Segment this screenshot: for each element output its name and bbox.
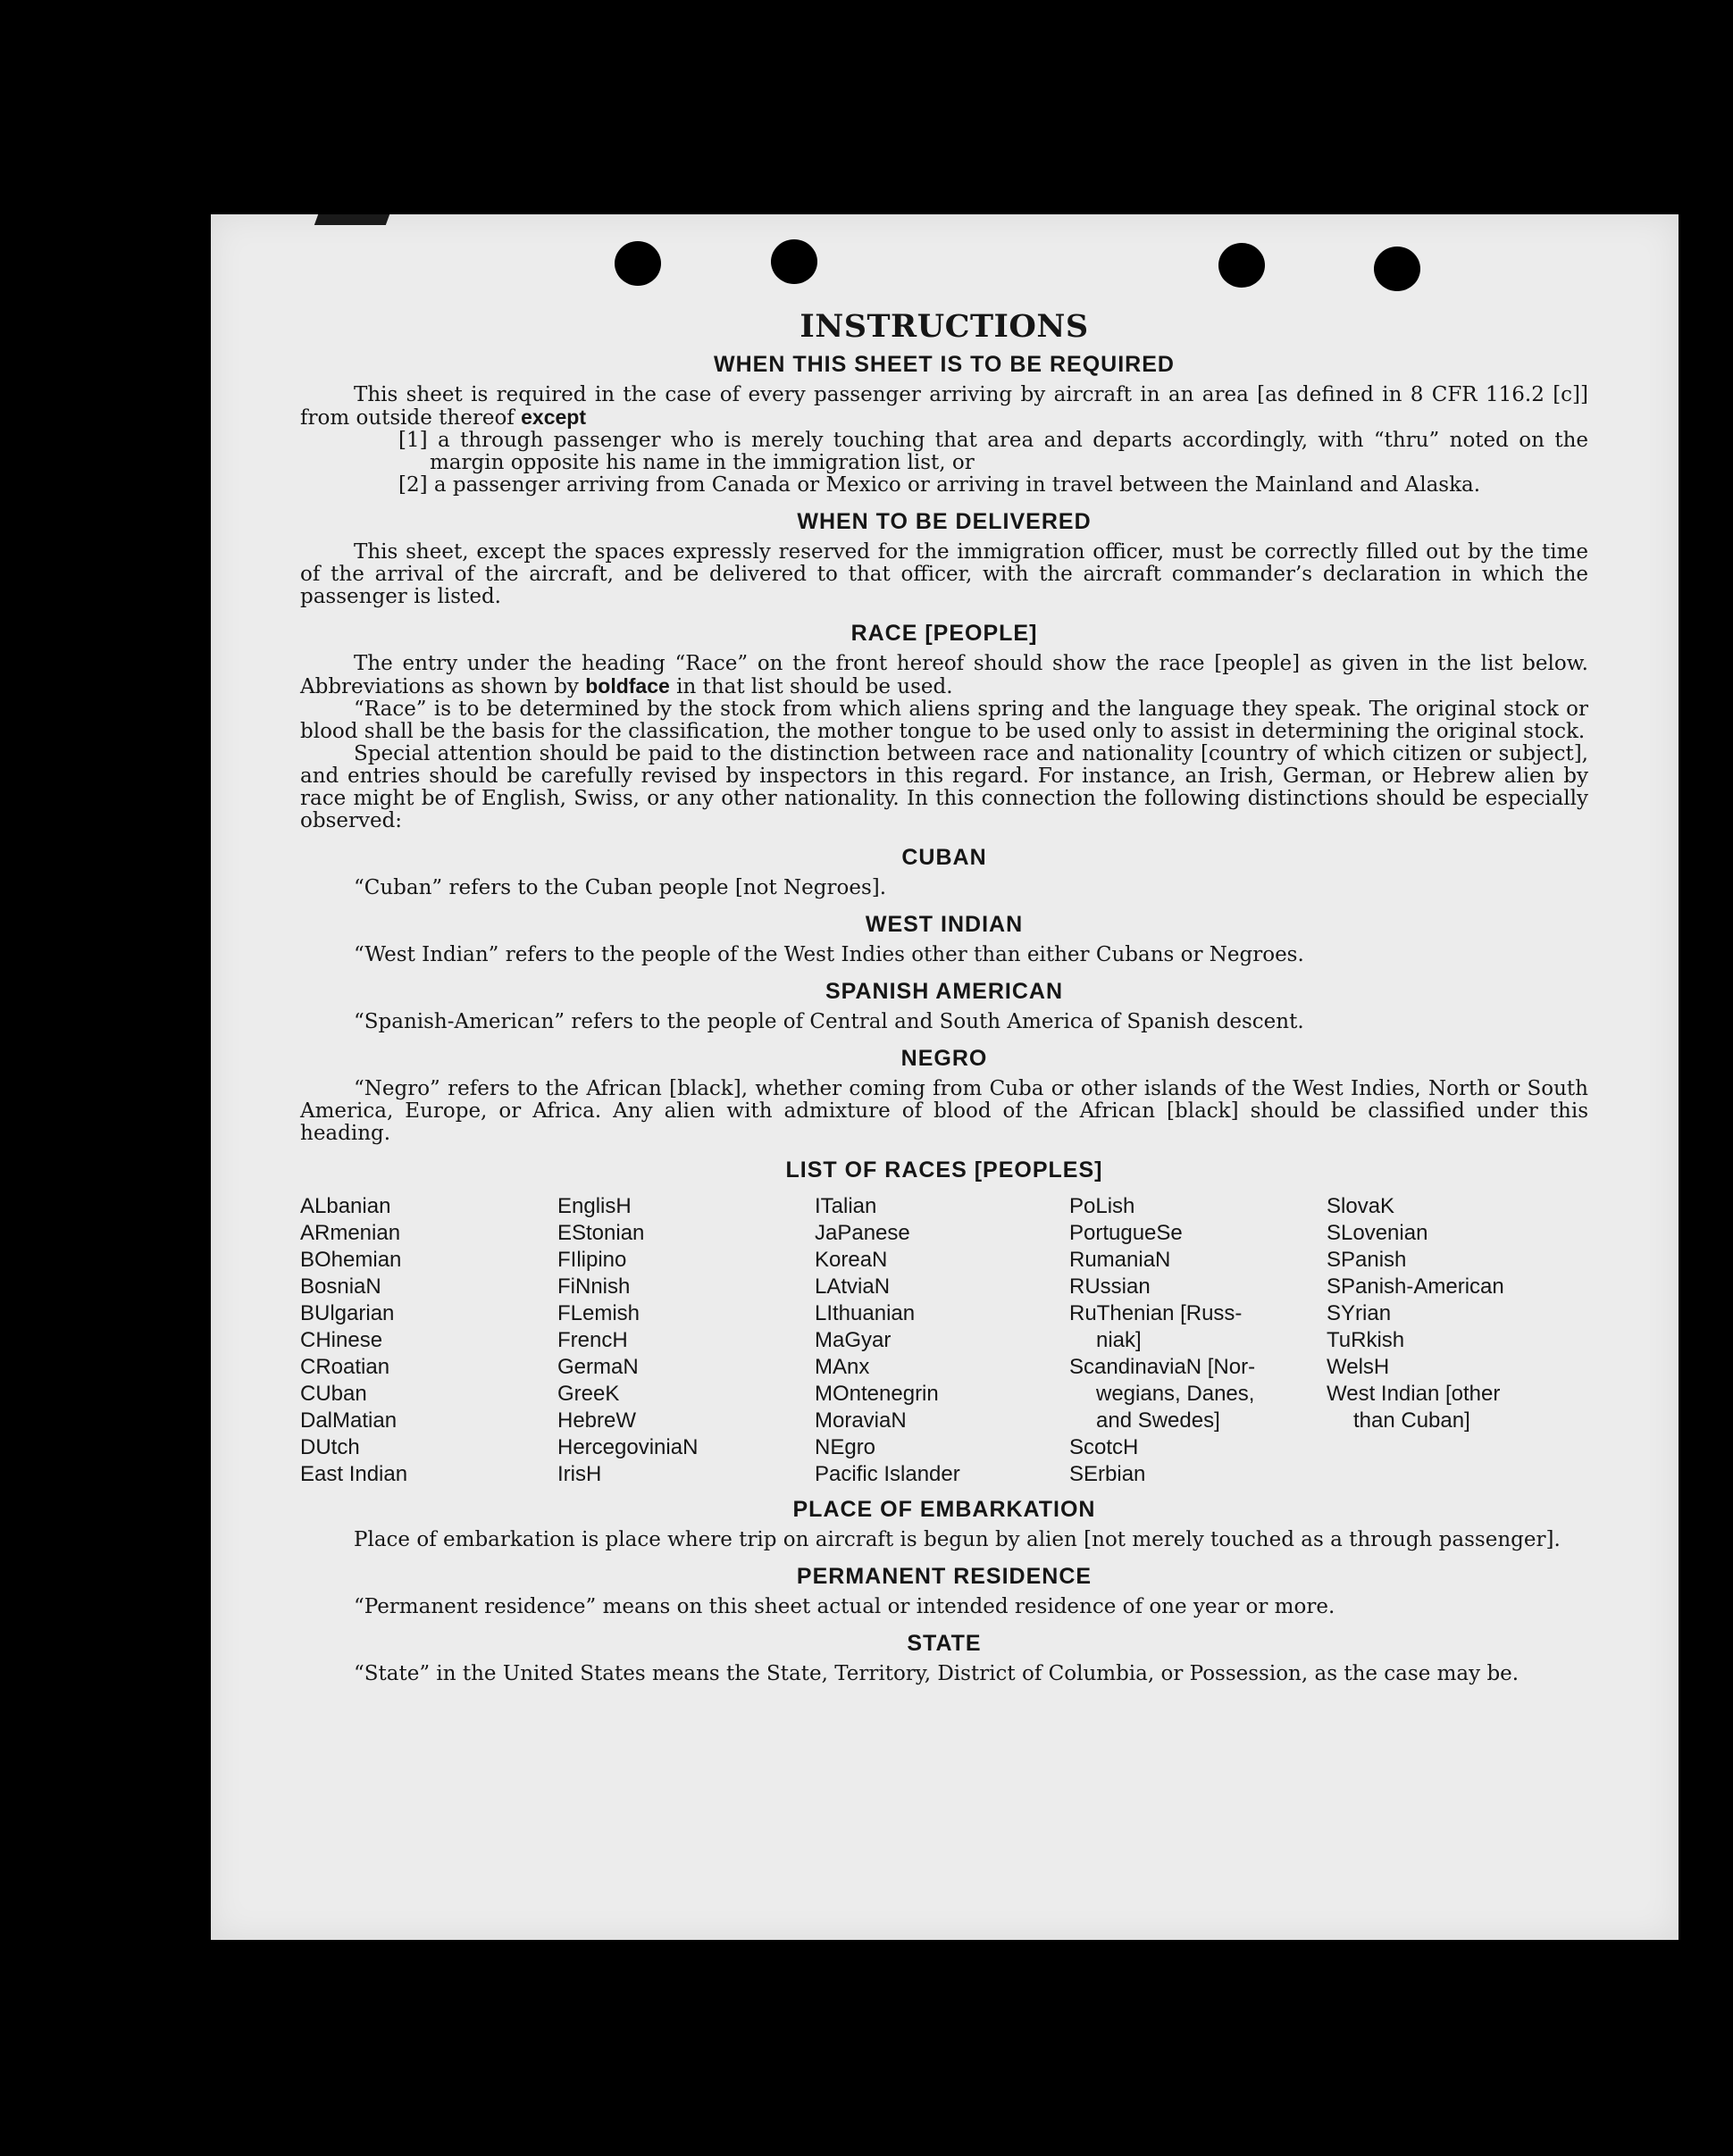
punch-hole-4	[1374, 247, 1420, 291]
race-entry: JaPanese	[815, 1221, 910, 1245]
race-paragraph-2: “Race” is to be determined by the stock from which aliens spring and the language they speak. The original stock or blood shall be the basis for the classification, the mother tongue to be used only to assist in determining the original stock.	[300, 698, 1588, 743]
race-entry: MaGyar	[815, 1328, 892, 1352]
race-entry: RumaniaN	[1069, 1248, 1171, 1272]
heading-negro: NEGRO	[900, 1046, 988, 1071]
heading-state: STATE	[907, 1631, 982, 1656]
race-entry: PoLish	[1069, 1194, 1135, 1218]
race-entry: NEgro	[815, 1435, 876, 1459]
heading-west-indian: WEST INDIAN	[865, 912, 1024, 937]
punch-hole-2	[771, 239, 817, 284]
race-entry: SlovaK	[1327, 1194, 1395, 1218]
race-entry: DUtch	[300, 1435, 360, 1459]
race-entry: SPanish-American	[1327, 1274, 1504, 1299]
races-column-1	[300, 1193, 557, 1488]
race-entry: ScotcH	[1069, 1435, 1139, 1459]
race-entry: DalMatian	[300, 1408, 398, 1433]
races-column-4	[1069, 1193, 1327, 1488]
race-entry: RUssian	[1069, 1274, 1151, 1299]
race-entry: East Indian	[300, 1462, 408, 1486]
race-entry: KoreaN	[815, 1248, 888, 1272]
cuban-text: “Cuban” refers to the Cuban people [not Negroes].	[354, 876, 887, 899]
race-entry: FLemish	[557, 1301, 640, 1325]
race-entry: FiNnish	[557, 1274, 631, 1299]
race-entry: TuRkish	[1327, 1328, 1405, 1352]
page-title: INSTRUCTIONS	[800, 308, 1089, 345]
heading-residence: PERMANENT RESIDENCE	[796, 1564, 1093, 1589]
heading-delivered: WHEN TO BE DELIVERED	[797, 509, 1092, 534]
residence-text: “Permanent residence” means on this sheet actual or intended residence of one year or more.	[354, 1595, 1335, 1618]
spanish-american-text: “Spanish-American” refers to the people of Central and South America of Spanish descent.	[354, 1010, 1304, 1033]
heading-required: WHEN THIS SHEET IS TO BE REQUIRED	[714, 352, 1175, 377]
race-entry: and Swedes]	[1096, 1408, 1220, 1433]
race-entry: SErbian	[1069, 1462, 1146, 1486]
race-entry: BosniaN	[300, 1274, 381, 1299]
delivered-text: This sheet, except the spaces expressly reserved for the immigration officer, must be correctly filled out by the time of the arrival of the aircraft, and be delivered to that officer, with the aircraft commander’s declaration in which the passenger is listed.	[300, 540, 1588, 608]
race-entry: LIthuanian	[815, 1301, 916, 1325]
race-entry: SLovenian	[1327, 1221, 1428, 1245]
race-paragraph-3: Special attention should be paid to the distinction between race and nationality [country of which citizen or subject], and entries should be carefully revised by inspectors in this regard. For instance, an Irish, German, or Hebrew alien by race might be of English, Swiss, or any other nationality. In this connection the following distinctions should be especially observed:	[300, 742, 1588, 832]
corner-smudge	[314, 214, 389, 225]
race-entry: FrencH	[557, 1328, 628, 1352]
race-entry: CRoatian	[300, 1355, 390, 1379]
race-entry: PortugueSe	[1069, 1221, 1183, 1245]
heading-list-of-races: LIST OF RACES [PEOPLES]	[785, 1157, 1103, 1182]
race-entry: niak]	[1096, 1328, 1142, 1352]
race-entry: MOntenegrin	[815, 1382, 939, 1406]
race-entry: BOhemian	[300, 1248, 402, 1272]
race-entry: than Cuban]	[1353, 1408, 1470, 1433]
race-entry: GermaN	[557, 1355, 639, 1379]
race-paragraph-1: The entry under the heading “Race” on the front hereof should show the race [people] as given in the list below. Abbreviations as shown by boldface in that list should be used.	[300, 652, 1588, 698]
required-item-1: [1] a through passenger who is merely touching that area and departs accordingly, with “thru” noted on the margin opposite his name in the immigration list, or	[398, 429, 1588, 474]
race-entry: ARmenian	[300, 1221, 401, 1245]
races-column-5	[1327, 1193, 1588, 1488]
instructions-content	[300, 308, 1588, 1685]
race-entry: CHinese	[300, 1328, 383, 1352]
race-entry: West Indian [other	[1327, 1382, 1501, 1406]
races-column-3	[815, 1193, 1069, 1488]
race-entry: HercegoviniaN	[557, 1435, 699, 1459]
race-entry: IrisH	[557, 1462, 602, 1486]
negro-text: “Negro” refers to the African [black], whether coming from Cuba or other islands of the West Indies, North or South America, Europe, or Africa. Any alien with admixture of blood of the African [black] should be classified under this heading.	[300, 1077, 1588, 1145]
race-entry: WelsH	[1327, 1355, 1390, 1379]
west-indian-text: “West Indian” refers to the people of the West Indies other than either Cubans or Negroes.	[354, 943, 1304, 966]
punch-hole-3	[1218, 243, 1265, 288]
embarkation-text: Place of embarkation is place where trip on aircraft is begun by alien [not merely touched as a through passenger].	[354, 1528, 1561, 1551]
race-entry: ALbanian	[300, 1194, 391, 1218]
race-entry: SPanish	[1327, 1248, 1407, 1272]
race-entry: Pacific Islander	[815, 1462, 960, 1486]
state-text: “State” in the United States means the State, Territory, District of Columbia, or Possession, as the case may be.	[354, 1662, 1520, 1685]
race-entry: MoraviaN	[815, 1408, 907, 1433]
race-entry: CUban	[300, 1382, 367, 1406]
heading-race: RACE [PEOPLE]	[850, 621, 1038, 646]
race-entry: ScandinaviaN [Nor-	[1069, 1355, 1256, 1379]
race-entry: EStonian	[557, 1221, 645, 1245]
races-list	[300, 1193, 1588, 1488]
race-entry: FIlipino	[557, 1248, 627, 1272]
punch-hole-1	[615, 241, 661, 286]
race-entry: RuThenian [Russ-	[1069, 1301, 1243, 1325]
required-intro: This sheet is required in the case of every passenger arriving by aircraft in an area [as defined in 8 CFR 116.2 [c]] from outside thereof except	[300, 383, 1588, 430]
race-entry: ITalian	[815, 1194, 877, 1218]
race-entry: LAtviaN	[815, 1274, 891, 1299]
race-entry: EnglisH	[557, 1194, 632, 1218]
race-entry: wegians, Danes,	[1096, 1382, 1255, 1406]
heading-cuban: CUBAN	[901, 845, 987, 870]
required-item-2: [2] a passenger arriving from Canada or Mexico or arriving in travel between the Mainland and Alaska.	[398, 473, 1481, 497]
race-entry: HebreW	[557, 1408, 637, 1433]
heading-embarkation: PLACE OF EMBARKATION	[792, 1497, 1096, 1522]
race-entry: GreeK	[557, 1382, 620, 1406]
instruction-sheet	[211, 214, 1679, 1940]
race-entry: SYrian	[1327, 1301, 1392, 1325]
race-entry: MAnx	[815, 1355, 870, 1379]
heading-spanish-american: SPANISH AMERICAN	[825, 979, 1063, 1004]
race-entry: BUlgarian	[300, 1301, 395, 1325]
races-column-2	[557, 1193, 815, 1488]
